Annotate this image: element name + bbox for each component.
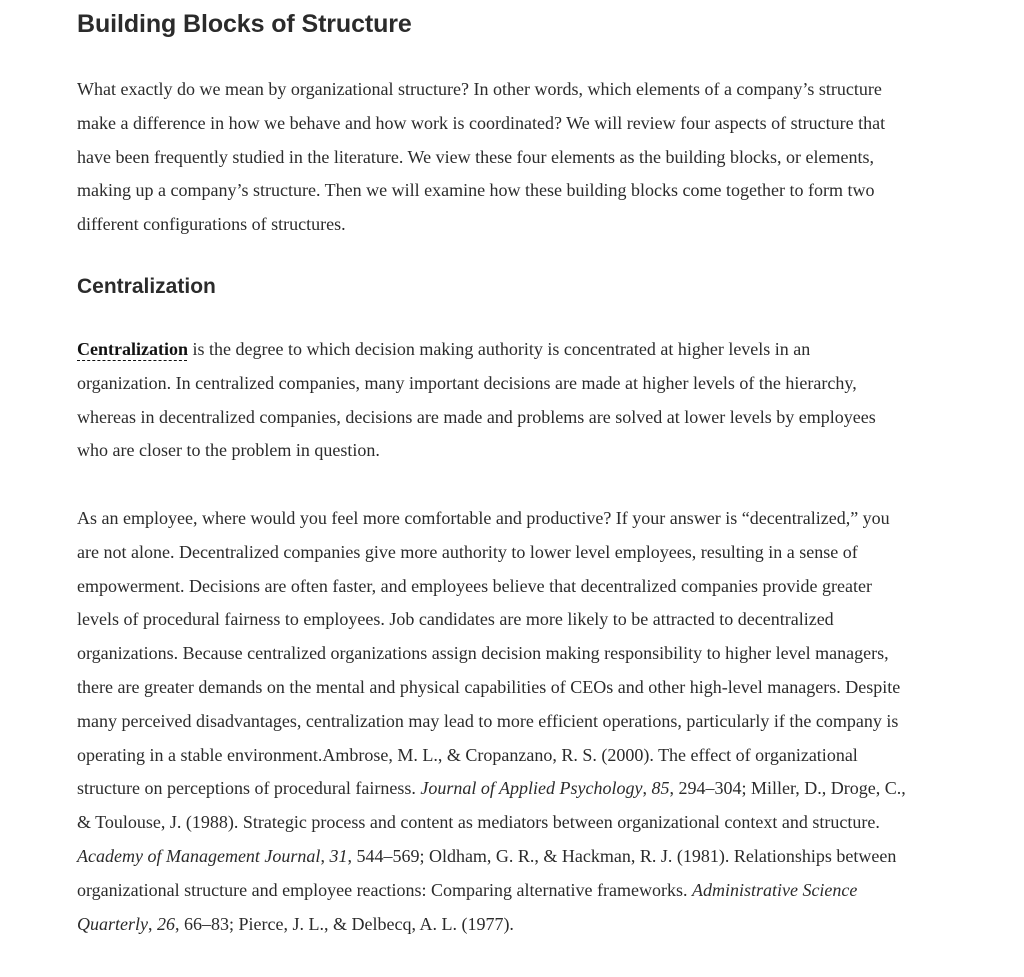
employee-perspective-paragraph xyxy=(77,502,907,941)
journal-volume: 85 xyxy=(651,778,670,799)
journal-volume: 26 xyxy=(157,913,175,934)
journal-volume: 31 xyxy=(329,845,348,866)
paragraph-text: , xyxy=(148,913,157,934)
paragraph-text: As an employee, where would you feel more comfortable and productive? If your answer is “decentralized,” you are not alone. Decentralized companies give more authority to lower level employees, resulting in a sense of empowerment. Decisions are often faster, and employees believe that decentralized companies provide greater levels of procedural fairness to employees. Job candidates are more likely to be attracted to decentralized organizations. Because centralized organizations assign decision making responsibility to higher level managers, there are greater demands on the mental and physical capabilities of CEOs and other high-level managers. Despite many perceived disadvantages, centralization may lead to more efficient operations, particularly if the company is operating in a stable environment.Ambrose, M. L., & Cropanzano, R. S. (2000). The effect of organizational structure on perceptions of procedural fairness. xyxy=(77,508,901,799)
content-page xyxy=(77,0,907,934)
centralization-definition-paragraph xyxy=(77,333,907,468)
section-heading-centralization: Centralization xyxy=(77,275,216,298)
journal-title: Journal of Applied Psychology xyxy=(420,778,643,799)
definition-text: is the degree to which decision making authority is concentrated at higher levels in an organization. In centralized companies, many important decisions are made at higher levels of the hierarchy, whereas in decentralized companies, decisions are made and problems are solved at lower levels by employees who are closer to the problem in question. xyxy=(77,339,876,461)
paragraph-text: , 66–83; Pierce, J. L., & Delbecq, A. L. (1977). xyxy=(175,913,514,934)
paragraph-text: , 544–569; Oldham, G. R., & Hackman, R. J. (1981). Relationships between organizational structure and employee reactions: Comparing alternative frameworks. xyxy=(77,845,897,900)
intro-paragraph: What exactly do we mean by organizational structure? In other words, which elements of a company’s structure make a difference in how we behave and how work is coordinated? We will review four aspects of structure that have been frequently studied in the literature. We view these four elements as the building blocks, or elements, making up a company’s structure. Then we will examine how these building blocks come together to form two different configurations of structures. xyxy=(77,79,886,235)
glossary-term-centralization[interactable]: Centralization xyxy=(77,339,188,359)
journal-title: Academy of Management Journal xyxy=(77,845,321,866)
paragraph-text: , xyxy=(320,845,330,866)
journal-title: Administrative Science Quarterly xyxy=(77,879,858,934)
paragraph-text: , xyxy=(642,778,652,799)
paragraph-text: , 294–304; Miller, D., Droge, C., & Toulouse, J. (1988). Strategic process and content as mediators between organizational context and structure. xyxy=(77,778,906,833)
page-title: Building Blocks of Structure xyxy=(77,10,412,38)
